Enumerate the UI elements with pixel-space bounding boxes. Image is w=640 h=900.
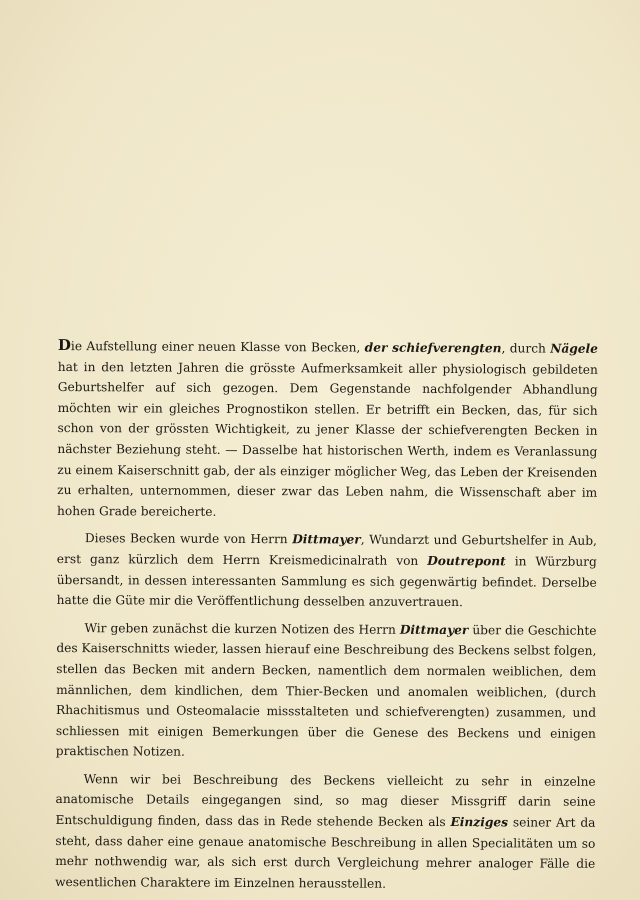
p3-text-1: Wir geben zunächst die kurzen Notizen des Herrn [84, 620, 396, 637]
paragraph-4 [55, 769, 596, 895]
paragraph-3 [56, 618, 597, 765]
initial-letter: D [57, 336, 72, 355]
p4-text-1: Wenn wir bei Beschreibung des Beckens vielleicht zu sehr in einzelne anatomische Details eingegangen sind, so mag dieser Missgriff darin seine Entschuldigung finden, dass das in Rede stehende Becken als [55, 772, 596, 830]
p2-emphasis-1: Dittmayer [292, 532, 361, 547]
paragraph-1 [57, 335, 598, 524]
p2-text-1: Dieses Becken wurde von Herrn [84, 531, 288, 547]
p3-text-2: über die Geschichte des Kaiserschnitts wieder, lassen hierauf eine Beschreibung des Beckens selbst folgen, stellen das Becken mit andern Becken, namentlich dem normalen weiblichen, dem männlichen, dem kindlichen, dem Thier-Becken und anomalen weiblichen, (durch Rhachitismus und Osteomalacie missstalteten und schiefverengten) zusammen, und schliessen mit einigen Bemerkungen über die Genese des Beckens und einigen praktischen Notizen. [55, 622, 597, 759]
p1-emphasis-2: Nägele [550, 341, 598, 356]
paragraph-2 [57, 528, 597, 613]
p3-emphasis-1: Dittmayer [399, 622, 469, 637]
p1-text-2: , durch [501, 341, 546, 356]
p4-text-2: seiner Art da steht, dass daher eine genaue anatomische Beschreibung in allen Specialitäten um so mehr nothwendig war, als sich erst durch Vergleichung mehrer analoger Fälle die wesentlichen Charaktere im Einzelnen herausstellen. [55, 815, 596, 891]
p2-text-3: in Würzburg übersandt, in dessen interessanten Sammlung es sich gegenwärtig befindet. Derselbe hatte die Güte mir die Veröffentlichung desselben anzuvertrauen. [56, 554, 597, 610]
body-text [55, 335, 598, 900]
p1-text-1: ie Aufstellung einer neuen Klasse von Becken, [70, 339, 361, 355]
p1-emphasis-1: der schiefverengten [364, 340, 502, 356]
p4-emphasis-1: Einziges [450, 815, 509, 830]
p2-emphasis-2: Doutrepont [427, 553, 506, 569]
p2-text-2: , Wundarzt und Geburtshelfer in Aub, erst ganz kürzlich dem Herrn Kreismedicinalrath von [56, 532, 597, 568]
p1-text-3: hat in den letzten Jahren die grösste Aufmerksamkeit aller physiologisch gebildeten Geburtshelfer auf sich gezogen. Dem Gegenstande nachfolgender Abhandlung möchten wir ein gleiches Prognostikon stellen. Er betrifft ein Becken, das, für sich schon von der grössten Wichtigkeit, zu jener Klasse der schiefverengten Becken in nächster Beziehung steht. — Dasselbe hat historischen Werth, indem es Veranlassung zu einem Kaiserschnitt gab, der als einziger möglicher Weg, das Leben der Kreisenden zu erhalten, unternommen, dieser zwar das Leben nahm, die Wissenschaft aber im hohen Grade bereicherte. [57, 359, 598, 519]
